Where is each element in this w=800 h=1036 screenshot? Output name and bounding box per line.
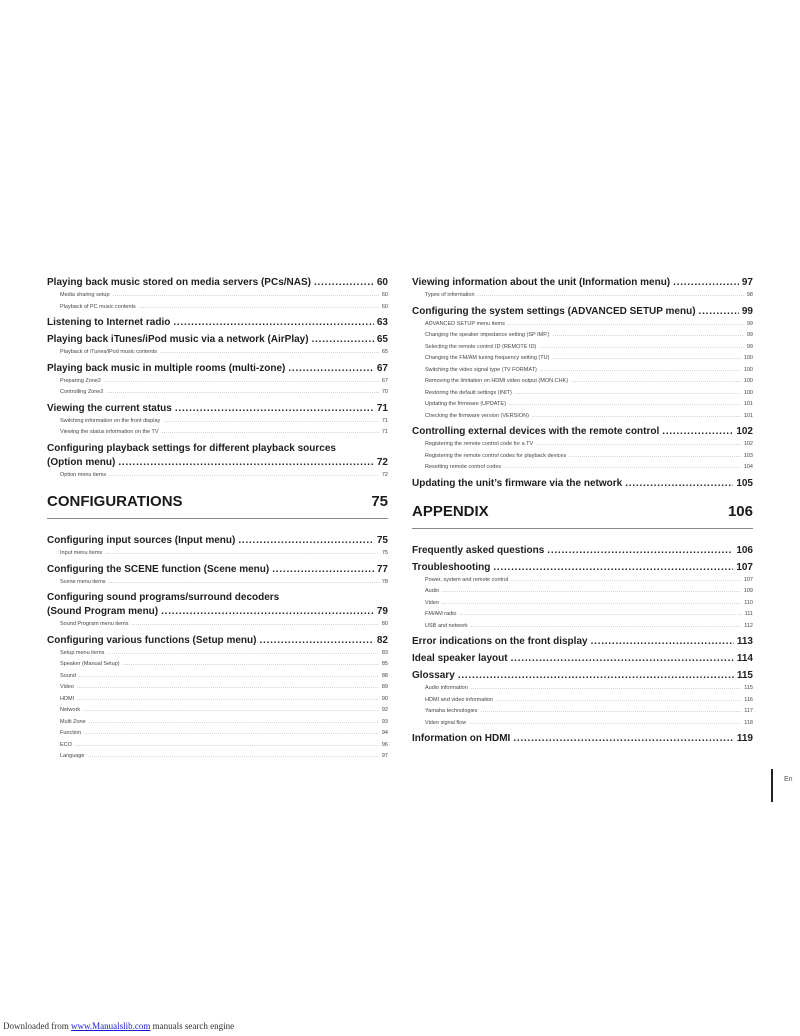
entry-page-number: 60 [381,292,388,298]
entry-title: Registering the remote control codes for playback devices [425,452,567,459]
dot-leader [118,456,374,470]
entry-title: HDMI [60,695,75,702]
dot-leader [532,411,741,423]
entry-page-number: 100 [743,355,753,361]
entry-page-number: 97 [381,753,388,759]
toc-entry-configuring-input-sources-input-menu[interactable] [47,534,388,548]
entry-page-number: 112 [744,622,753,629]
section-title: APPENDIX [412,502,489,520]
entry-title: Controlling Zone2 [60,389,104,395]
entry-title: ADVANCED SETUP menu items [425,320,505,327]
entry-title: Troubleshooting [412,561,491,573]
entry-title: Playback of iTunes/iPod music contents [60,349,158,355]
toc-subentry-switching-information-on-the-front-displ[interactable] [47,416,388,428]
dot-leader [547,544,733,558]
dot-leader [109,577,379,589]
entry-page-number: 110 [744,599,753,606]
entry-page-number: 67 [376,362,388,374]
entry-title: Changing the speaker impedance setting (SP IMP.) [425,332,550,338]
toc-subentry-video[interactable] [412,598,753,610]
dot-leader [288,362,374,376]
dot-leader [504,462,741,474]
entry-title: Switching the video signal type (TV FORMAT) [425,366,537,373]
entry-page-number: 75 [381,550,388,556]
entry-title: Media sharing setup [60,292,110,298]
dot-leader [699,305,739,319]
dot-leader [673,276,739,290]
toc-subentry-speaker-manual-setup[interactable] [47,659,388,671]
dot-leader [106,387,378,399]
toc-subentry-audio-information[interactable] [412,683,753,695]
entry-title: Audio [425,588,440,594]
entry-title: Configuring the system settings (ADVANCED SETUP menu) [412,305,696,317]
toc-subentry-scene-menu-items[interactable] [47,577,388,589]
entry-title: Scene menu items [60,578,106,585]
entry-page-number: 99 [746,320,753,327]
entry-title: Resetting remote control codes [425,464,502,470]
toc-entry-title-line: Configuring sound programs/surround decoders [47,592,280,603]
dot-leader [471,683,741,695]
entry-page-number: 75 [376,535,388,546]
dot-leader [471,621,741,633]
entry-title: Types of information [425,292,475,298]
entry-title: Updating the firmware (UPDATE) [425,401,506,407]
entry-page-number: 82 [376,634,388,646]
dot-leader [77,682,379,694]
dot-leader [104,376,379,388]
entry-title: Error indications on the front display [412,636,588,647]
download-footer [3,1021,234,1031]
toc-subentry-sound-program-menu-items[interactable] [47,619,388,631]
toc-subentry-controlling-zone2[interactable] [47,387,388,399]
dot-leader [442,598,741,610]
entry-title: Controlling external devices with the remote control [412,426,660,437]
entry-page-number: 109 [743,588,753,594]
dot-leader [160,347,379,359]
entry-page-number: 90 [381,695,388,702]
entry-title: Playing back music stored on media servers (PCs/NAS) [47,277,311,288]
toc-subentry-playback-of-itunes-ipod-music-contents[interactable] [47,347,388,359]
dot-leader [569,451,741,463]
entry-page-number: 63 [376,317,388,328]
dot-leader [83,705,379,717]
entry-title: Listening to Internet radio [47,317,171,328]
dot-leader [493,561,733,575]
toc-entry-configuring-the-system-settings-advanced[interactable] [412,305,753,319]
entry-page-number: 72 [376,456,388,468]
entry-title: Sound [60,672,76,679]
toc-subentry-video[interactable] [47,682,388,694]
dot-leader [87,751,378,763]
entry-page-number: 99 [746,343,753,350]
entry-title: (Option menu) [47,456,116,468]
section-heading-appendix [412,503,753,529]
toc-subentry-switching-the-video-signal-type-tv-forma[interactable] [412,365,753,377]
entry-page-number: 119 [736,733,753,744]
entry-title: Configuring input sources (Input menu) [47,535,236,546]
dot-leader [478,290,744,302]
entry-title: FM/AM radio [425,611,457,617]
entry-page-number: 65 [376,334,388,345]
toc-entry-updating-the-unit-s-firmware-via-the-net[interactable] [412,477,753,491]
entry-page-number: 102 [736,426,753,437]
entry-title: Frequently asked questions [412,544,545,556]
toc-subentry-setup-menu-items[interactable] [47,648,388,660]
toc-entry-option-menu[interactable] [47,456,388,470]
dot-leader [89,717,379,729]
dot-leader [107,648,379,660]
dot-leader [458,669,734,683]
toc-entry-listening-to-internet-radio[interactable] [47,316,388,330]
toc-entry-playing-back-itunes-ipod-music-via-a-net[interactable] [47,333,388,347]
toc-entry-troubleshooting[interactable] [412,561,753,575]
dot-leader [113,290,379,302]
dot-leader [312,333,374,347]
entry-page-number: 83 [381,649,388,656]
entry-title: Checking the firmware version (VERSION) [425,412,529,419]
dot-leader [109,470,379,482]
entry-page-number: 106 [736,544,753,556]
toc-subentry-resetting-remote-control-codes[interactable] [412,462,753,474]
entry-page-number: 100 [743,366,753,373]
dot-leader [272,563,374,577]
entry-title: Playback of PC music contents [60,303,136,310]
dot-leader [259,634,373,648]
toc-subentry-power-system-and-remote-control[interactable] [412,575,753,587]
entry-page-number: 107 [743,576,753,583]
entry-title: Changing the FM/AM tuning frequency setting (TU) [425,355,550,361]
entry-title: Setup menu items [60,649,105,656]
toc-entry-frequently-asked-questions[interactable] [412,544,753,558]
dot-leader [139,302,379,314]
toc-subentry-restoring-the-default-settings-init[interactable] [412,388,753,400]
entry-title: Video signal flow [425,719,467,726]
dot-leader [175,402,374,416]
dot-leader [161,605,374,619]
entry-page-number: 100 [743,378,753,384]
toc-entry-viewing-information-about-the-unit-infor[interactable] [412,276,753,290]
dot-leader [79,671,379,683]
entry-title: Audio information [425,685,468,691]
toc-subentry-selecting-the-remote-control-id-remote-i[interactable] [412,342,753,354]
entry-page-number: 92 [381,707,388,713]
dot-leader [513,732,734,746]
entry-page-number: 113 [736,636,753,647]
toc-subentry-changing-the-fm-am-tuning-frequency-sett[interactable] [412,353,753,365]
entry-page-number: 71 [376,402,388,414]
toc-entry-sound-program-menu[interactable] [47,605,388,619]
entry-page-number: 117 [744,708,753,714]
dot-leader [540,365,741,377]
section-heading-configurations [47,493,388,519]
entry-page-number: 102 [743,441,753,447]
toc-subentry-registering-the-remote-control-code-for-[interactable] [412,439,753,451]
entry-page-number: 115 [744,685,753,691]
entry-page-number: 99 [746,332,753,338]
toc-subentry-media-sharing-setup[interactable] [47,290,388,302]
entry-title: Removing the limitation on HDMI video output (MON.CHK) [425,378,569,384]
dot-leader [662,425,733,439]
entry-page-number: 101 [743,412,753,419]
entry-page-number: 100 [743,389,753,396]
dot-leader [77,694,379,706]
dot-leader [536,439,741,451]
dot-leader [591,635,734,649]
entry-title: ECO [60,741,72,748]
entry-page-number: 85 [381,661,388,667]
entry-title: (Sound Program menu) [47,606,159,617]
dot-leader [515,388,741,400]
toc-left-column [47,276,388,763]
toc-subentry-function[interactable] [47,728,388,740]
dot-leader [84,728,379,740]
entry-title: Viewing information about the unit (Information menu) [412,277,671,288]
manualslib-link[interactable]: www.Manualslib.com [70,1021,151,1031]
entry-title: Glossary [412,670,455,681]
entry-title: Viewing the status information on the TV [60,429,159,435]
dot-leader [163,416,379,428]
entry-page-number: 65 [381,349,388,355]
dot-leader [123,659,379,671]
entry-title: Restoring the default settings (INIT) [425,389,512,396]
entry-title: Video [60,684,74,690]
dot-leader [314,276,374,290]
dot-leader [571,376,741,388]
dot-leader [552,353,740,365]
entry-page-number: 72 [381,471,388,478]
toc-subentry-registering-the-remote-control-codes-for[interactable] [412,451,753,463]
entry-page-number: 80 [381,621,388,627]
entry-page-number: 79 [376,606,388,617]
entry-title: USB and network [425,622,468,629]
entry-title: Playing back music in multiple rooms (multi-zone) [47,362,286,374]
toc-subentry-sound[interactable] [47,671,388,683]
toc-subentry-option-menu-items[interactable] [47,470,388,482]
entry-title: HDMI and video information [425,696,494,703]
dot-leader [553,330,744,342]
toc-subentry-types-of-information[interactable] [412,290,753,302]
entry-title: Sound Program menu items [60,621,129,627]
entry-page-number: 60 [376,277,388,288]
toc-right-column [412,276,753,746]
toc-subentry-removing-the-limitation-on-hdmi-video-ou[interactable] [412,376,753,388]
page-marker-bar [771,769,773,802]
section-page-number: 106 [727,502,753,520]
entry-title: Registering the remote control code for a TV [425,441,534,447]
footer-suffix: manuals search engine [150,1021,235,1031]
entry-page-number: 98 [746,292,753,298]
entry-title: Playing back iTunes/iPod music via a network (AirPlay) [47,334,309,345]
toc-subentry-language[interactable] [47,751,388,763]
footer-prefix: Downloaded from [3,1021,71,1031]
entry-title: Network [60,707,81,713]
toc-subentry-multi-zone[interactable] [47,717,388,729]
toc-subentry-yamaha-technologies[interactable] [412,706,753,718]
dot-leader [625,477,733,491]
dot-leader [481,706,742,718]
dot-leader [511,575,741,587]
dot-leader [442,586,741,598]
toc-subentry-changing-the-speaker-impedance-setting-s[interactable] [412,330,753,342]
entry-title: Ideal speaker layout [412,653,508,664]
entry-title: Speaker (Manual Setup) [60,661,120,667]
toc-entry-error-indications-on-the-front-display[interactable] [412,635,753,649]
toc-subentry-eco[interactable] [47,740,388,752]
toc-entry-glossary[interactable] [412,669,753,683]
toc-subentry-viewing-the-status-information-on-the-tv[interactable] [47,427,388,439]
entry-page-number: 104 [743,464,753,470]
entry-title: Yamaha technologies [425,708,478,714]
entry-title: Configuring various functions (Setup menu) [47,634,257,646]
dot-leader [509,399,741,411]
toc-subentry-usb-and-network[interactable] [412,621,753,633]
toc-subentry-fm-am-radio[interactable] [412,609,753,621]
entry-page-number: 96 [381,741,388,748]
entry-title: Multi Zone [60,718,86,725]
entry-title: Switching information on the front display [60,417,161,424]
entry-page-number: 111 [744,611,753,617]
toc-subentry-input-menu-items[interactable] [47,548,388,560]
entry-page-number: 116 [744,696,753,703]
entry-title: Configuring the SCENE function (Scene menu) [47,563,270,575]
toc-entry-ideal-speaker-layout[interactable] [412,652,753,666]
dot-leader [469,718,741,730]
dot-leader [511,652,734,666]
entry-page-number: 118 [744,719,753,726]
toc-subentry-preparing-zone2[interactable] [47,376,388,388]
entry-page-number: 70 [381,389,388,395]
entry-page-number: 78 [381,578,388,585]
toc-subentry-network[interactable] [47,705,388,717]
entry-page-number: 89 [381,684,388,690]
dot-leader [131,619,378,631]
toc-entry-playing-back-music-stored-on-media-serve[interactable] [47,276,388,290]
entry-page-number: 105 [736,477,753,489]
toc-entry-configuring-various-functions-setup-menu[interactable] [47,634,388,648]
toc-entry-title-line: Configuring playback settings for different playback sources [47,442,336,454]
toc-subentry-hdmi[interactable] [47,694,388,706]
toc-entry-playing-back-music-in-multiple-rooms-mul[interactable] [47,362,388,376]
toc-subentry-hdmi-and-video-information[interactable] [412,695,753,707]
dot-leader [238,534,374,548]
entry-title: Function [60,730,82,736]
entry-page-number: 67 [381,377,388,384]
dot-leader [508,319,744,331]
dot-leader [539,342,744,354]
entry-page-number: 60 [381,303,388,310]
entry-title: Option menu items [60,471,107,478]
toc-entry-configuring-the-scene-function-scene-men[interactable] [47,563,388,577]
entry-page-number: 103 [743,452,753,459]
dot-leader [173,316,374,330]
entry-title: Input menu items [60,550,103,556]
entry-page-number: 93 [381,718,388,725]
entry-page-number: 114 [736,653,753,664]
entry-title: Updating the unit’s firmware via the network [412,477,623,489]
toc-subentry-updating-the-firmware-update[interactable] [412,399,753,411]
toc-subentry-checking-the-firmware-version-version[interactable] [412,411,753,423]
entry-page-number: 94 [381,730,388,736]
toc-subentry-advanced-setup-menu-items[interactable] [412,319,753,331]
entry-title: Preparing Zone2 [60,377,101,384]
entry-page-number: 107 [736,561,753,573]
entry-page-number: 77 [376,563,388,575]
entry-page-number: 115 [736,670,753,681]
entry-page-number: 99 [741,305,753,317]
dot-leader [459,609,741,621]
toc-entry-information-on-hdmi[interactable] [412,732,753,746]
toc-entry-controlling-external-devices-with-the-re[interactable] [412,425,753,439]
section-title: CONFIGURATIONS [47,493,183,510]
language-label: En [784,776,793,783]
toc-subentry-video-signal-flow[interactable] [412,718,753,730]
entry-title: Information on HDMI [412,733,511,744]
entry-title: Power, system and remote control [425,576,509,583]
dot-leader [162,427,379,439]
toc-subentry-audio[interactable] [412,586,753,598]
dot-leader [75,740,379,752]
entry-title: Selecting the remote control ID (REMOTE ID) [425,343,537,350]
dot-leader [105,548,379,560]
entry-page-number: 101 [743,401,753,407]
entry-title: Video [425,599,439,606]
entry-title: Language [60,753,85,759]
entry-title: Viewing the current status [47,402,172,414]
entry-page-number: 97 [741,277,753,288]
section-page-number: 75 [371,493,388,510]
entry-page-number: 71 [381,429,388,435]
toc-subentry-playback-of-pc-music-contents[interactable] [47,302,388,314]
toc-entry-viewing-the-current-status[interactable] [47,402,388,416]
entry-page-number: 88 [381,672,388,679]
dot-leader [496,695,741,707]
entry-page-number: 71 [381,417,388,424]
